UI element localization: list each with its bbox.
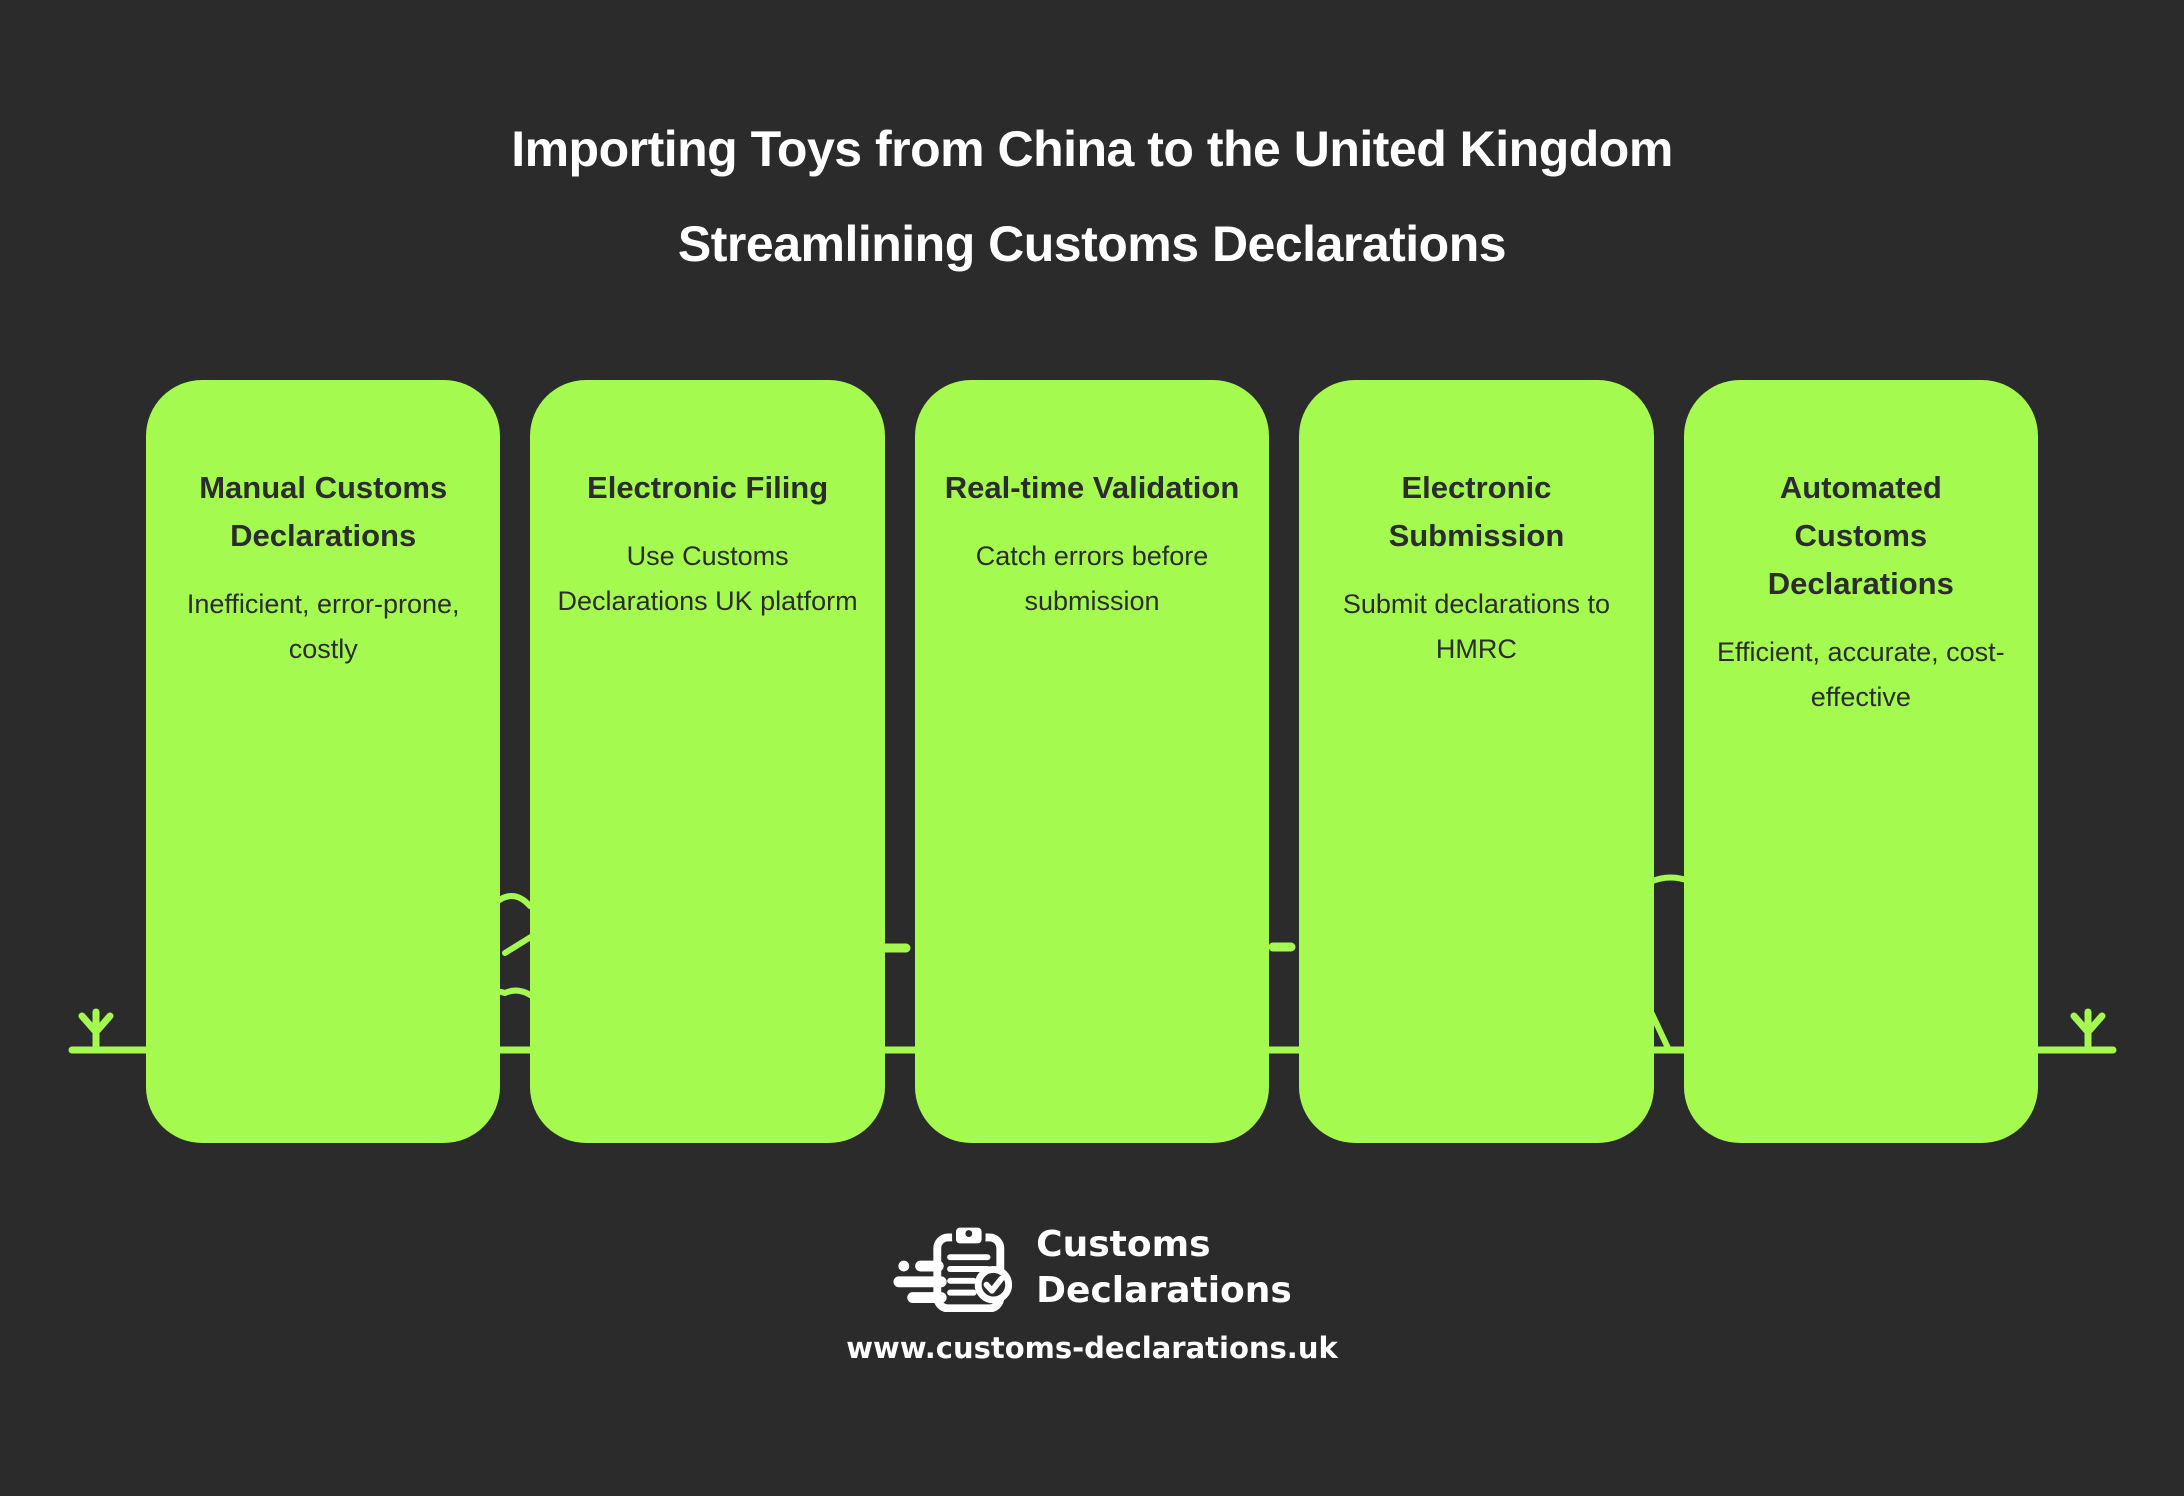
- sprout-left-icon: [82, 1012, 110, 1050]
- footer: [0, 1222, 2184, 1366]
- step-card-4: [1299, 380, 1653, 1143]
- brand-line-2: Declarations: [1036, 1270, 1292, 1311]
- brand-line-1: Customs: [1036, 1224, 1211, 1265]
- brand-logo: [892, 1222, 1292, 1314]
- steps-row: [146, 380, 2038, 1143]
- brand-wordmark: [1036, 1222, 1292, 1314]
- website-url: www.customs-declarations.uk: [846, 1331, 1338, 1365]
- sprout-right-icon: [2074, 1012, 2102, 1050]
- card-title: Electronic Filing: [587, 470, 829, 505]
- step-card-5: [1684, 380, 2038, 1143]
- card-title: Real-time Validation: [944, 470, 1240, 505]
- card-title: Electronic Submission: [1388, 470, 1565, 553]
- card-description: Catch errors before submission: [975, 541, 1209, 616]
- card-title: Manual Customs Declarations: [199, 470, 448, 553]
- card-description: Efficient, accurate, cost-effective: [1717, 637, 2005, 712]
- page-title: Importing Toys from China to the United Kingdom: [511, 121, 1673, 177]
- step-card-3: [915, 380, 1269, 1143]
- card-description: Inefficient, error-prone, costly: [186, 589, 460, 664]
- card-title: Automated Customs Declarations: [1767, 470, 1954, 601]
- card-description: Use Customs Declarations UK platform: [557, 541, 858, 616]
- page-subtitle: Streamlining Customs Declarations: [677, 216, 1507, 272]
- card-description: Submit declarations to HMRC: [1342, 589, 1610, 664]
- step-card-1: [146, 380, 500, 1143]
- clipboard-check-icon: [892, 1224, 1020, 1312]
- step-card-2: [530, 380, 884, 1143]
